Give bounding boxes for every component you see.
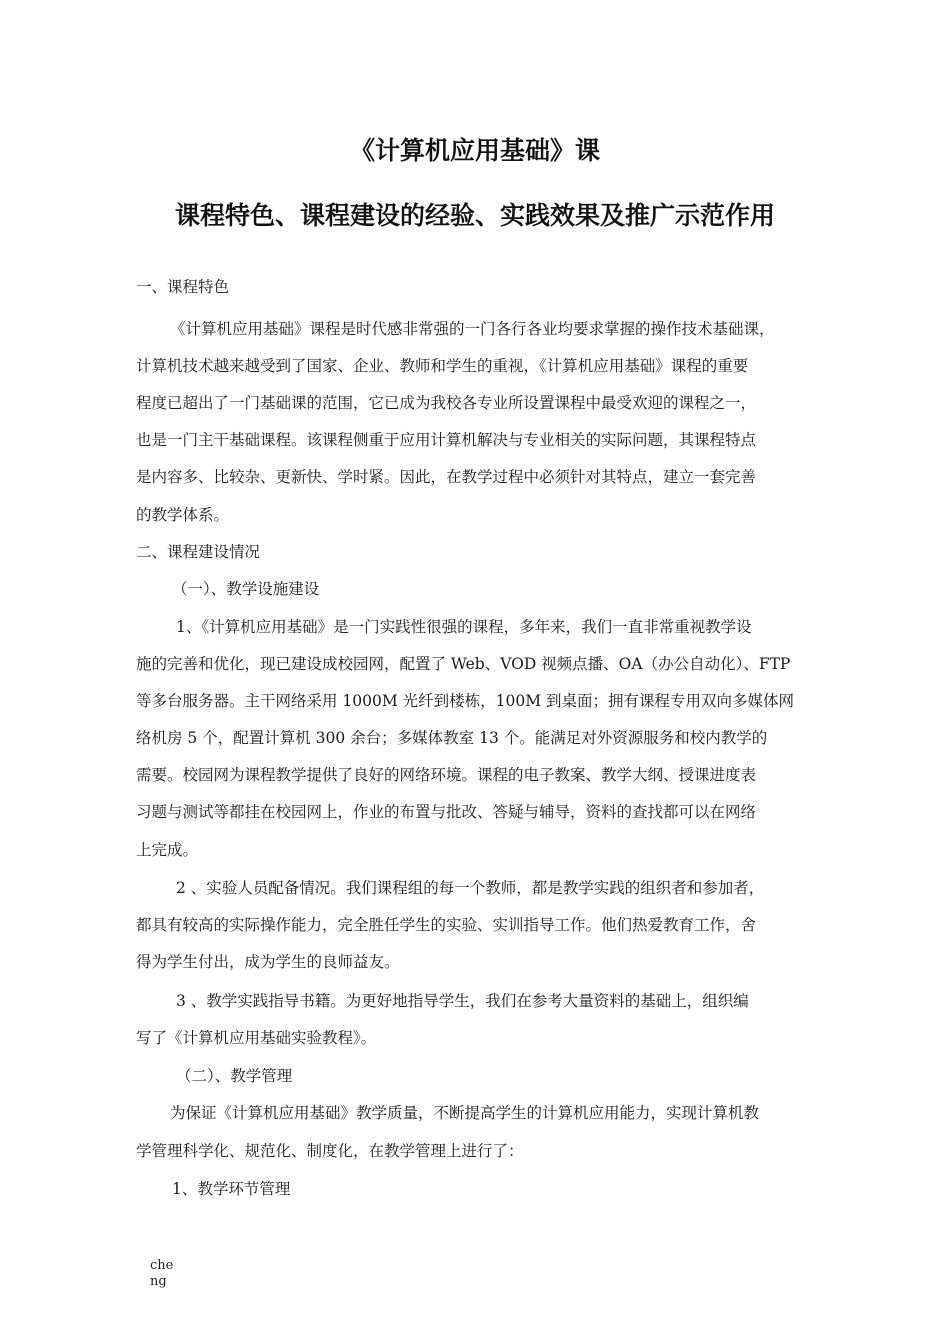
- list-item-heading: 1、教学环节管理: [172, 1180, 291, 1198]
- paragraph-line: 习题与测试等都挂在校园网上，作业的布置与批改、答疑与辅导，资料的查找都可以在网络: [136, 803, 757, 821]
- paragraph-line: 2 、实验人员配备情况。我们课程组的每一个教师，都是教学实践的组织者和参加者，: [176, 879, 765, 897]
- paragraph-line: 都具有较高的实际操作能力，完全胜任学生的实验、实训指导工作。他们热爱教育工作，舍: [136, 916, 757, 934]
- document-subtitle: 课程特色、课程建设的经验、实践效果及推广示范作用: [174, 201, 775, 230]
- paragraph-line: 程度已超出了一门基础课的范围，它已成为我校各专业所设置课程中最受欢迎的课程之一，: [136, 394, 757, 412]
- document-title: 《计算机应用基础》课: [349, 136, 600, 165]
- paragraph-line: 络机房 5 个，配置计算机 300 余台；多媒体教室 13 个。能满足对外资源服务和校内教学的: [136, 729, 768, 747]
- paragraph-line: 上完成。: [136, 841, 199, 859]
- subsection-heading-management: （二）、教学管理: [176, 1067, 293, 1085]
- section-heading-features: 一、课程特色: [136, 278, 230, 296]
- paragraph-line: 为保证《计算机应用基础》教学质量，不断提高学生的计算机应用能力，实现计算机教: [170, 1104, 760, 1122]
- paragraph-line: 1、《计算机应用基础》是一门实践性很强的课程，多年来，我们一直非常重视教学设: [176, 618, 752, 636]
- paragraph-line: 等多台服务器。主干网络采用 1000M 光纤到楼栋，100M 到桌面；拥有课程专用双向多媒体网: [136, 692, 795, 710]
- paragraph-line: 是内容多、比较杂、更新快、学时紧。因此，在教学过程中必须针对其特点，建立一套完善: [136, 468, 757, 486]
- subsection-heading-facilities: （一）、教学设施建设: [172, 580, 320, 598]
- paragraph-line: 3 、教学实践指导书籍。为更好地指导学生，我们在参考大量资料的基础上，组织编: [176, 992, 749, 1010]
- paragraph-line: 《计算机应用基础》课程是时代感非常强的一门各行各业均要求掌握的操作技术基础课，: [170, 320, 775, 338]
- paragraph-line: 也是一门主干基础课程。该课程侧重于应用计算机解决与专业相关的实际问题，其课程特点: [136, 431, 757, 449]
- paragraph-line: 写了《计算机应用基础实验教程》。: [136, 1029, 377, 1047]
- paragraph-line: 计算机技术越来越受到了国家、企业、教师和学生的重视，《计算机应用基础》课程的重要: [136, 357, 749, 375]
- paragraph-line: 学管理科学化、规范化、制度化，在教学管理上进行了：: [136, 1142, 524, 1160]
- paragraph-line: 施的完善和优化，现已建设成校园网，配置了 Web、VOD 视频点播、OA（办公自动化）、FTP: [136, 655, 791, 673]
- section-heading-construction: 二、课程建设情况: [136, 543, 261, 561]
- paragraph-line: 的教学体系。: [136, 506, 230, 524]
- paragraph-line: 得为学生付出，成为学生的良师益友。: [136, 953, 400, 971]
- paragraph-line: 需要。校园网为课程教学提供了良好的网络环境。课程的电子教案、教学大纲、授课进度表: [136, 766, 757, 784]
- footer-note: che ng: [150, 1258, 174, 1289]
